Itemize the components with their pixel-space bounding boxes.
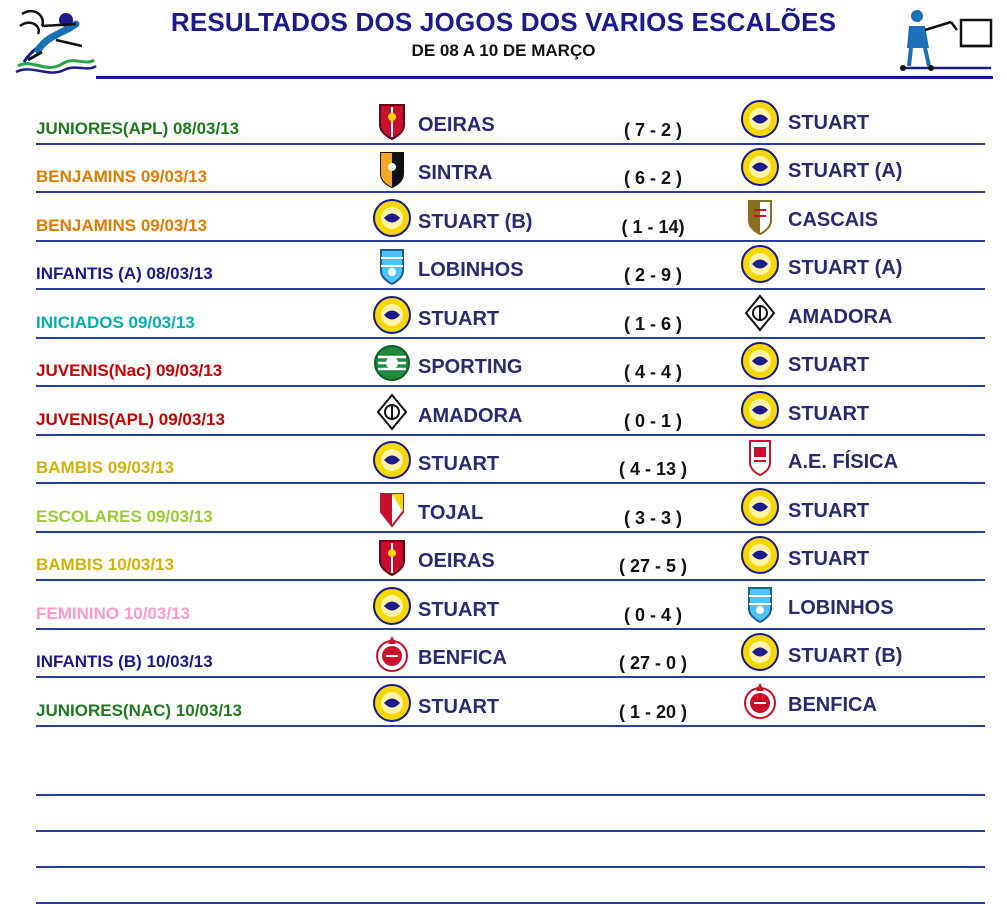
hockey-skater-logo (12, 4, 98, 78)
cascais-crest (740, 196, 780, 236)
header-divider (96, 76, 993, 79)
stuart-crest (372, 440, 412, 480)
table-row (0, 145, 1007, 194)
page-header (0, 0, 1007, 82)
table-row (0, 193, 1007, 242)
table-row (0, 339, 1007, 388)
stuart-crest (740, 487, 780, 527)
row-category: INFANTIS (B) 10/03/13 (36, 652, 213, 671)
lobinhos-crest (372, 246, 412, 286)
sintra-crest (372, 149, 412, 189)
row-category: JUNIORES(NAC) 10/03/13 (36, 700, 242, 720)
home-team: BENFICA (418, 647, 507, 669)
table-row (0, 242, 1007, 291)
away-team: STUART (A) (788, 160, 903, 182)
stuart-crest (372, 295, 412, 335)
stuart-crest (740, 535, 780, 575)
aefisica-crest (740, 438, 780, 478)
match-score: ( 7 - 2 ) (623, 119, 682, 140)
table-row (0, 533, 1007, 582)
table-row (0, 630, 1007, 679)
table-row (0, 96, 1007, 145)
row-category: JUVENIS(Nac) 09/03/13 (36, 361, 223, 380)
tojal-crest (372, 489, 412, 529)
stuart-crest (740, 341, 780, 381)
match-score: ( 4 - 13 ) (618, 459, 688, 479)
home-team: OEIRAS (418, 113, 495, 136)
row-category: FEMININO 10/03/13 (36, 603, 191, 623)
away-team: AMADORA (788, 305, 893, 328)
stuart-crest (740, 632, 780, 672)
benfica-crest (740, 681, 780, 721)
match-score: ( 0 - 4 ) (623, 604, 682, 625)
oeiras-crest (372, 537, 412, 577)
stuart-crest (740, 390, 780, 430)
row-category: JUVENIS(APL) 09/03/13 (36, 409, 225, 429)
match-score: ( 1 - 20 ) (618, 701, 688, 722)
header-text-block (110, 8, 897, 61)
row-category: INFANTIS (A) 08/03/13 (36, 264, 213, 283)
hockey-player-goal-logo (895, 6, 995, 76)
home-team: SINTRA (418, 162, 493, 184)
home-team: LOBINHOS (418, 259, 524, 281)
table-row (0, 484, 1007, 533)
benfica-crest (372, 634, 412, 674)
page-title: RESULTADOS DOS JOGOS DOS VARIOS ESCALÕES (170, 7, 837, 37)
home-team: STUART (B) (418, 210, 533, 233)
home-team: STUART (418, 598, 500, 621)
match-score: ( 0 - 1 ) (623, 410, 682, 431)
away-team: STUART (788, 354, 870, 376)
away-team: BENFICA (788, 693, 877, 716)
home-team: STUART (418, 307, 500, 330)
match-score: ( 6 - 2 ) (623, 168, 682, 188)
away-team: STUART (B) (788, 645, 903, 667)
empty-row (0, 868, 1007, 904)
row-category: JUNIORES(APL) 08/03/13 (36, 118, 240, 138)
away-team: STUART (788, 548, 870, 570)
table-row (0, 678, 1007, 727)
stuart-crest (740, 244, 780, 284)
lobinhos-crest (740, 584, 780, 624)
stuart-crest (740, 147, 780, 187)
away-team: A.E. FÍSICA (788, 451, 899, 473)
match-score: ( 4 - 4 ) (623, 362, 682, 382)
row-category: BENJAMINS 09/03/13 (36, 215, 208, 235)
row-category: BAMBIS 09/03/13 (36, 458, 174, 477)
oeiras-crest (372, 101, 412, 141)
stuart-crest (740, 99, 780, 139)
empty-rows-section (0, 760, 1007, 904)
home-team: SPORTING (418, 356, 523, 378)
away-team: CASCAIS (788, 208, 879, 231)
stuart-crest (372, 586, 412, 626)
stuart-crest (372, 683, 412, 723)
empty-row (0, 760, 1007, 796)
away-team: STUART (788, 499, 870, 522)
match-score: ( 1 - 6 ) (623, 313, 682, 334)
row-category: INICIADOS 09/03/13 (36, 312, 195, 332)
home-team: STUART (418, 453, 500, 475)
stuart-crest (372, 198, 412, 238)
page-subtitle: DE 08 A 10 DE MARÇO (411, 40, 596, 60)
match-score: ( 3 - 3 ) (623, 507, 682, 528)
match-score: ( 27 - 0 ) (618, 653, 688, 673)
empty-row (0, 796, 1007, 832)
away-team: STUART (788, 402, 870, 425)
table-row (0, 581, 1007, 630)
away-team: LOBINHOS (788, 596, 894, 619)
results-table (0, 96, 1007, 727)
row-category: BAMBIS 10/03/13 (36, 555, 174, 574)
match-score: ( 27 - 5 ) (618, 556, 688, 576)
home-team: STUART (418, 695, 500, 718)
home-team: TOJAL (418, 501, 484, 524)
home-team: OEIRAS (418, 550, 495, 572)
amadora-crest (372, 392, 412, 432)
away-team: STUART (788, 111, 870, 134)
sporting-crest (372, 343, 412, 383)
away-team: STUART (A) (788, 257, 903, 279)
table-row (0, 436, 1007, 485)
row-category: ESCOLARES 09/03/13 (36, 506, 213, 526)
table-row (0, 290, 1007, 339)
match-score: ( 2 - 9 ) (623, 265, 682, 285)
row-category: BENJAMINS 09/03/13 (36, 167, 208, 186)
table-row (0, 387, 1007, 436)
match-score: ( 1 - 14) (621, 216, 685, 237)
row-divider (36, 725, 985, 727)
empty-row (0, 832, 1007, 868)
amadora-crest (740, 293, 780, 333)
home-team: AMADORA (418, 404, 523, 427)
